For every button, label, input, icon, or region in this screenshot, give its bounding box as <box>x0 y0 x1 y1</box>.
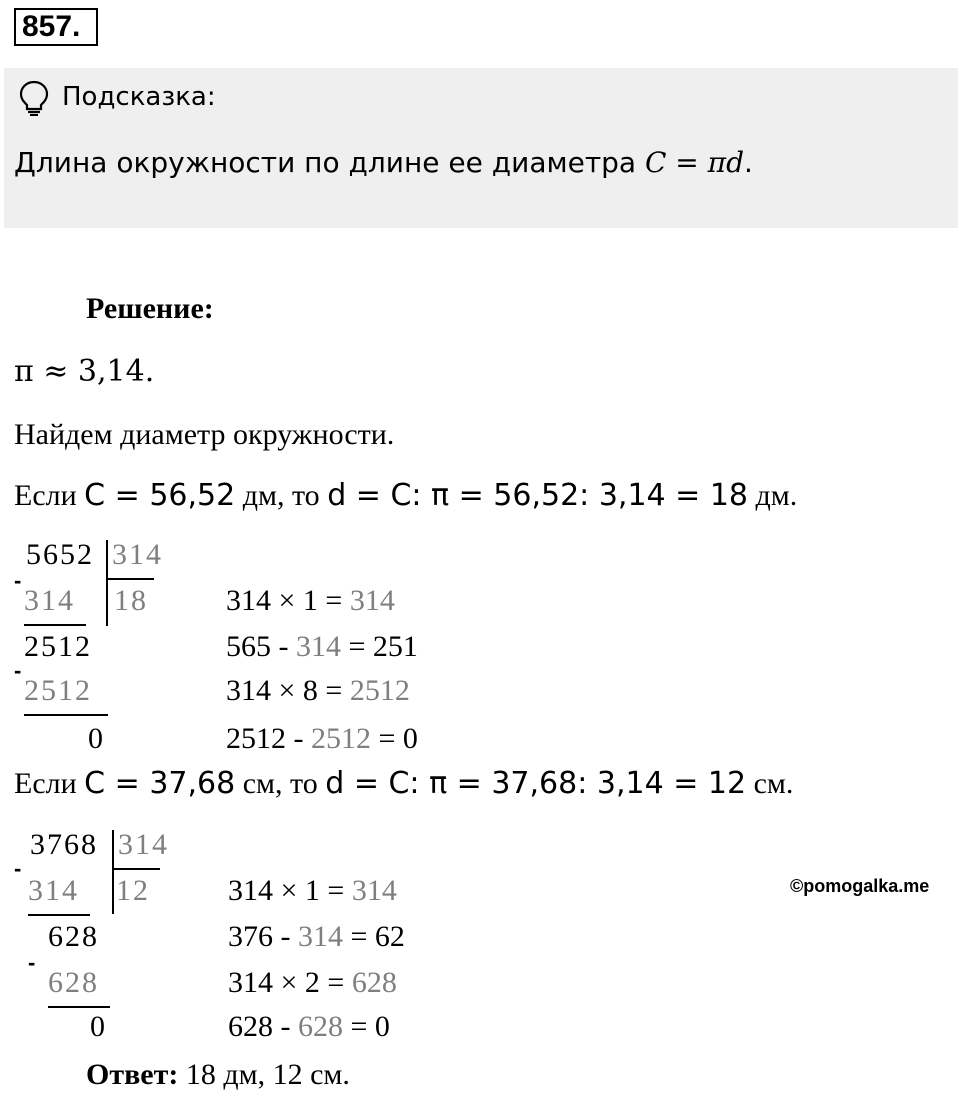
hint-text-suffix: . <box>744 146 753 179</box>
div1-step-1: 314 × 1 = 314 <box>226 584 395 617</box>
case1-unit: дм, то <box>235 479 328 512</box>
hint-title: Подсказка: <box>62 82 216 112</box>
div1-divisor-line <box>106 578 154 580</box>
div2-rem2: 0 <box>90 1010 107 1043</box>
task-number: 857. <box>14 8 98 46</box>
div1-vertical-bar <box>106 540 108 626</box>
case1-formula: d = C: π = 56,52: 3,14 = 18 <box>327 478 749 513</box>
solution-heading: Решение: <box>86 292 214 325</box>
div2-vertical-bar <box>112 830 114 914</box>
div1-minus-1: - <box>14 568 22 593</box>
div1-step-3: 314 × 8 = 2512 <box>226 674 410 707</box>
case1-if: Если <box>14 479 85 512</box>
div2-minus-1: - <box>14 856 22 881</box>
div2-step-1: 314 × 1 = 314 <box>228 874 397 907</box>
div1-line-1 <box>24 624 86 626</box>
case2-unit: см, то <box>235 767 326 800</box>
div1-line-2 <box>24 714 108 716</box>
lightbulb-icon <box>18 80 50 116</box>
case2-if: Если <box>14 767 85 800</box>
div1-step-2: 565 - 314 = 251 <box>226 630 418 663</box>
div1-rem2: 0 <box>88 722 105 755</box>
div2-rem1: 628 <box>48 920 99 953</box>
div2-divisor-line <box>112 868 160 870</box>
div1-rem1: 2512 <box>24 630 92 663</box>
div2-step-3: 314 × 2 = 628 <box>228 966 397 999</box>
div2-sub1: 314 <box>28 874 79 907</box>
div1-sub2: 2512 <box>24 674 92 707</box>
div1-quotient: 18 <box>114 584 148 617</box>
pi-approx: π ≈ 3,14. <box>14 354 155 389</box>
answer-line <box>86 1058 350 1092</box>
div2-minus-2: - <box>28 950 36 975</box>
div2-step-2: 376 - 314 = 62 <box>228 920 405 953</box>
div2-line-1 <box>28 914 90 916</box>
hint-text-prefix: Длина окружности по длине ее диаметра <box>14 146 645 179</box>
case2-formula: d = C: π = 37,68: 3,14 = 12 <box>325 766 747 801</box>
hint-text <box>14 146 753 179</box>
div1-dividend: 5652 <box>26 538 94 571</box>
div1-minus-2: - <box>14 658 22 683</box>
div2-quotient: 12 <box>116 874 150 907</box>
div2-divisor: 314 <box>118 828 169 861</box>
case2-line <box>14 766 793 801</box>
div2-step-4: 628 - 628 = 0 <box>228 1010 390 1043</box>
answer-label: Ответ: <box>86 1058 179 1091</box>
answer-text: 18 дм, 12 см. <box>178 1058 350 1091</box>
div1-divisor: 314 <box>112 538 163 571</box>
case1-line <box>14 478 797 513</box>
case2-c: C = 37,68 <box>84 766 236 801</box>
case1-unit2: дм. <box>748 479 798 512</box>
div1-sub1: 314 <box>24 584 75 617</box>
div2-line-2 <box>48 1006 110 1008</box>
div1-step-4: 2512 - 2512 = 0 <box>226 722 418 755</box>
div2-sub2: 628 <box>48 966 99 999</box>
watermark: ©pomogalka.me <box>790 876 930 896</box>
case2-unit2: см. <box>746 767 794 800</box>
div2-dividend: 3768 <box>30 828 98 861</box>
hint-formula: C = πd <box>644 146 744 179</box>
find-diameter-text: Найдем диаметр окружности. <box>14 418 395 451</box>
case1-c: C = 56,52 <box>84 478 236 513</box>
